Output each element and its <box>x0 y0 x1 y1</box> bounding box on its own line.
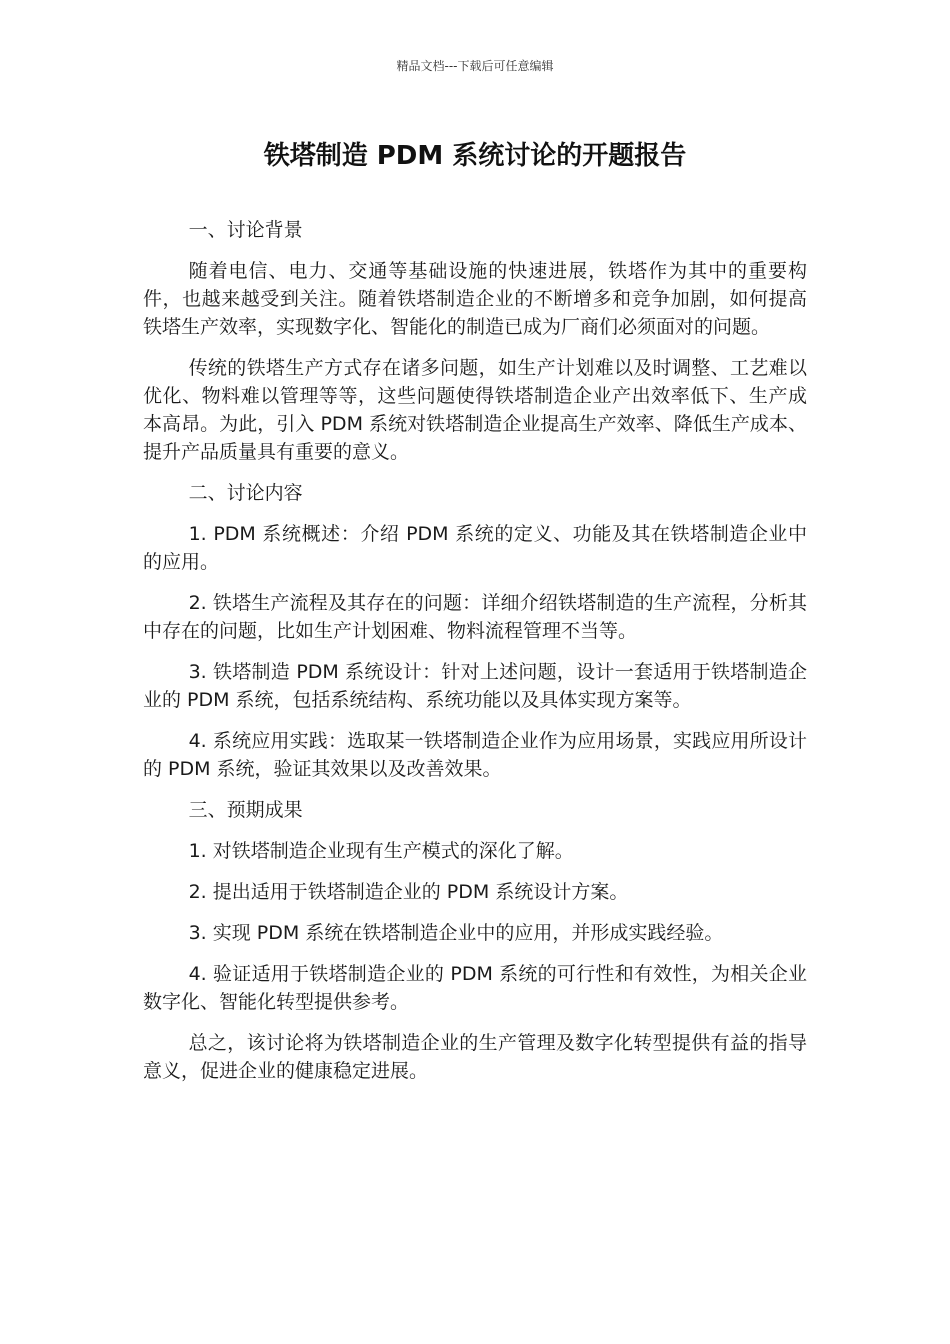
content-item-3: 3. 铁塔制造 PDM 系统设计：针对上述问题，设计一套适用于铁塔制造企业的 PDM 系统，包括系统结构、系统功能以及具体实现方案等。 <box>143 661 807 711</box>
content-item-1: 1. PDM 系统概述：介绍 PDM 系统的定义、功能及其在铁塔制造企业中的应用。 <box>143 523 807 573</box>
content-item-4: 4. 系统应用实践：选取某一铁塔制造企业作为应用场景，实践应用所设计的 PDM 系统，验证其效果以及改善效果。 <box>143 730 807 780</box>
background-paragraph-2: 传统的铁塔生产方式存在诸多问题，如生产计划难以及时调整、工艺难以优化、物料难以管理等等，这些问题使得铁塔制造企业产出效率低下、生产成本高昂。为此，引入 PDM 系统对铁塔制造企业提高生产效率、降低生产成本、提升产品质量具有重要的意义。 <box>143 357 807 463</box>
results-item-4: 4. 验证适用于铁塔制造企业的 PDM 系统的可行性和有效性，为相关企业数字化、智能化转型提供参考。 <box>143 963 807 1013</box>
content-item-2: 2. 铁塔生产流程及其存在的问题：详细介绍铁塔制造的生产流程，分析其中存在的问题，比如生产计划困难、物料流程管理不当等。 <box>143 592 807 642</box>
results-item-2: 2. 提出适用于铁塔制造企业的 PDM 系统设计方案。 <box>188 881 629 903</box>
results-item-3: 3. 实现 PDM 系统在铁塔制造企业中的应用，并形成实践经验。 <box>188 922 724 944</box>
results-item-1: 1. 对铁塔制造企业现有生产模式的深化了解。 <box>188 840 574 862</box>
document-body <box>143 216 807 1098</box>
document-title: 铁塔制造 PDM 系统讨论的开题报告 <box>263 141 687 171</box>
section-heading-background: 一、讨论背景 <box>188 219 303 241</box>
section-heading-content: 二、讨论内容 <box>188 482 303 504</box>
page-header-note: 精品文档---下载后可任意编辑 <box>396 59 554 73</box>
section-heading-results: 三、预期成果 <box>188 799 303 821</box>
conclusion-paragraph: 总之，该讨论将为铁塔制造企业的生产管理及数字化转型提供有益的指导意义，促进企业的健康稳定进展。 <box>143 1032 807 1082</box>
background-paragraph-1: 随着电信、电力、交通等基础设施的快速进展，铁塔作为其中的重要构件，也越来越受到关注。随着铁塔制造企业的不断增多和竞争加剧，如何提高铁塔生产效率，实现数字化、智能化的制造已成为厂商们必须面对的问题。 <box>143 260 807 338</box>
